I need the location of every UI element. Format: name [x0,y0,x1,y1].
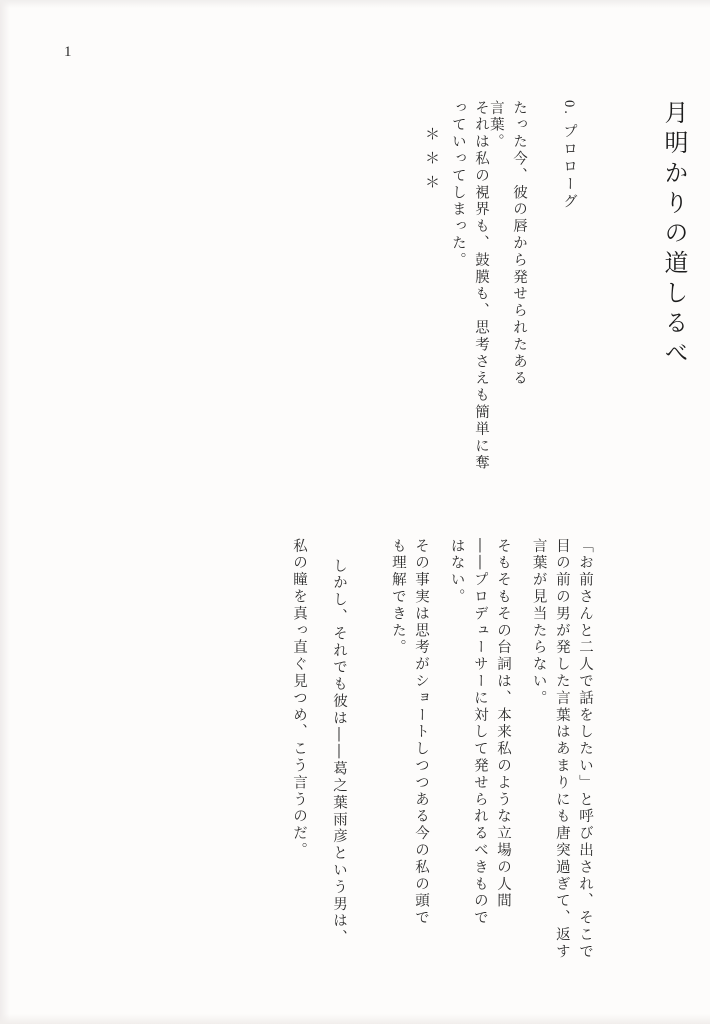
paragraph-2: それは私の視界も、鼓膜も、思考さえも簡単に奪っていってしまった。 [449,100,489,472]
paragraph-1: たった今、彼の唇から発せられたある言葉。 [487,100,527,388]
paper-edge-bottom [0,1014,710,1024]
paper-edge-left [0,0,10,1024]
paragraph-4: そもそもその台詞は、本来私のような立場の人間――プロデューサーに対して発せられるべきものではない。 [448,538,511,927]
paper-edge-top [0,0,710,8]
paragraph-3: 「お前さんと二人で話をしたい」と呼び出され、そこで目の前の男が発した言葉はあまりにも唐突過ぎて、返す言葉が見当たらない。 [530,538,593,961]
page-title: 月明かりの道しるべ [660,100,688,370]
paragraph-7: 私の瞳を真っ直ぐ見つめ、こう言うのだ。 [291,538,307,860]
page-number: 1 [64,44,72,60]
scene-separator: ＊＊＊ [423,126,439,198]
paragraph-5: その事実は思考がショートしつつある今の私の頭でも理解できた。 [389,538,429,927]
section-heading: 0. プロローグ [561,100,577,211]
paragraph-6: しかし、それでも彼は――葛之葉雨彦という男は、 [331,558,347,947]
